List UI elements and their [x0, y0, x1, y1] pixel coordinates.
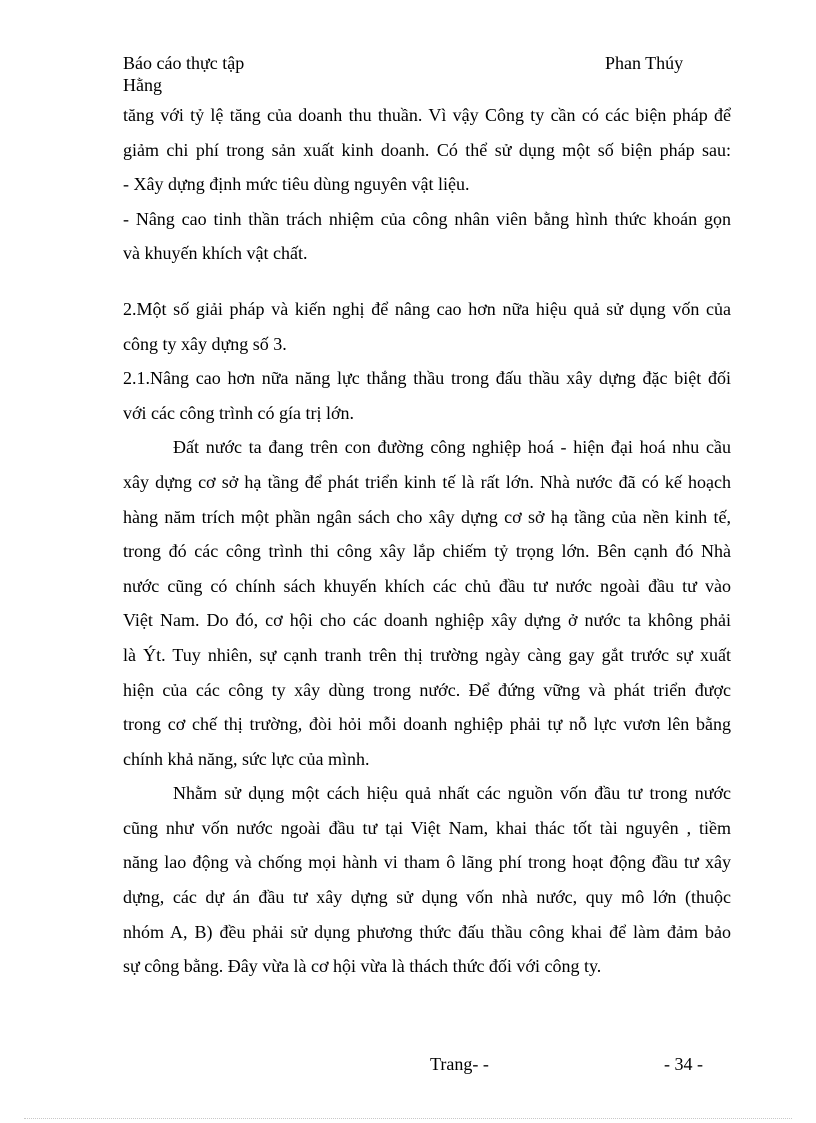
body-line: Nhằm sử dụng một cách hiệu quả nhất các nguồn vốn đầu tư trong nước — [173, 783, 731, 804]
body-line: Việt Nam. Do đó, cơ hội cho các doanh nghiệp xây dựng ở nước ta không phải — [123, 610, 731, 631]
document-body — [123, 98, 731, 984]
footer-page-number: - 34 - — [664, 1054, 703, 1074]
body-line: chính khả năng, sức lực của mình. — [123, 748, 370, 769]
body-line: nhóm A, B) đều phải sử dụng phương thức đấu thầu công khai để làm đảm bảo — [123, 921, 731, 942]
body-line: hiện của các công ty xây dùng trong nước. Để đứng vững và phát triển được — [123, 679, 731, 700]
body-line: - Nâng cao tinh thần trách nhiệm của công nhân viên bằng hình thức khoán gọn — [123, 208, 731, 229]
body-line: sự công bằng. Đây vừa là cơ hội vừa là thách thức đối với công ty. — [123, 956, 602, 977]
body-line: giảm chi phí trong sản xuất kinh doanh. Có thể sử dụng một số biện pháp sau: — [123, 139, 731, 160]
subsection-heading-line: với các công trình có gía trị lớn. — [123, 402, 354, 423]
body-line: là Ýt. Tuy nhiên, sự cạnh tranh trên thị trường ngày càng gay gắt trước sự xuất — [123, 644, 731, 665]
body-line: hàng năm trích một phần ngân sách cho xây dựng cơ sở hạ tầng của nền kinh tế, — [123, 506, 731, 527]
body-line: - Xây dựng định mức tiêu dùng nguyên vật liệu. — [123, 174, 470, 195]
body-line: cũng như vốn nước ngoài đầu tư tại Việt Nam, khai thác tốt tài nguyên , tiềm — [123, 817, 731, 838]
body-line: trong cơ chế thị trường, đòi hỏi mỗi doanh nghiệp phải tự nỗ lực vươn lên bằng — [123, 714, 731, 735]
body-line: Đất nước ta đang trên con đường công nghiệp hoá - hiện đại hoá nhu cầu — [173, 437, 731, 458]
body-line: trong đó các công trình thi công xây lắp chiếm tỷ trọng lớn. Bên cạnh đó Nhà — [123, 541, 731, 562]
subsection-heading-line: 2.1.Nâng cao hơn nữa năng lực thắng thầu trong đấu thầu xây dựng đặc biệt đối — [123, 368, 731, 389]
body-line: năng lao động và chống mọi hành vi tham ô lãng phí trong hoạt động đầu tư xây — [123, 852, 731, 873]
body-line: dựng, các dự án đầu tư xây dựng sử dụng vốn nhà nước, quy mô lớn (thuộc — [123, 887, 731, 908]
section-heading-line: 2.Một số giải pháp và kiến nghị để nâng cao hơn nữa hiệu quả sử dụng vốn của — [123, 298, 731, 319]
body-line: nước cũng có chính sách khuyến khích các chủ đầu tư nước ngoài đầu tư vào — [123, 575, 731, 596]
paragraph-gap — [123, 271, 731, 292]
header-report-title: Báo cáo thực tập Hằng — [123, 53, 245, 95]
body-line: xây dựng cơ sở hạ tầng để phát triển kinh tế là rất lớn. Nhà nước đã có kế hoạch — [123, 471, 731, 492]
header-author-name: Phan Thúy — [605, 53, 684, 73]
body-line: tăng với tỷ lệ tăng của doanh thu thuần. Vì vậy Công ty cần có các biện pháp để — [123, 105, 731, 125]
section-heading-line: công ty xây dựng số 3. — [123, 333, 287, 354]
body-line: và khuyến khích vật chất. — [123, 243, 308, 264]
footer-page-label: Trang- - — [430, 1054, 489, 1074]
page-bottom-divider — [24, 1118, 792, 1119]
